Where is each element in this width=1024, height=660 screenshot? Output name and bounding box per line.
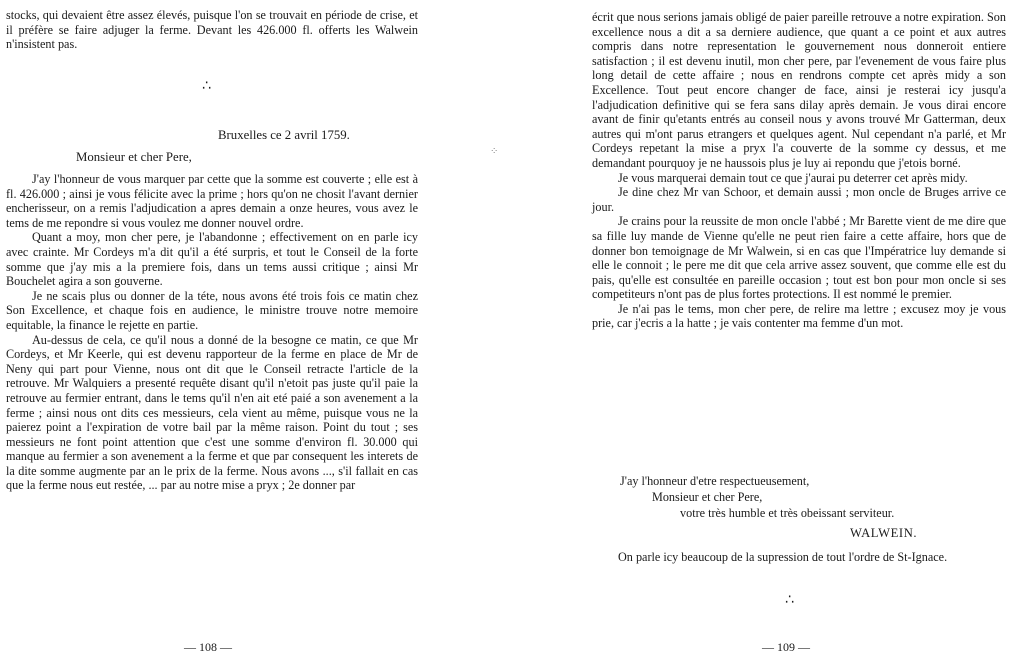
- paragraph: Au-dessus de cela, ce qu'il nous a donné de la besogne ce matin, ce que Mr Cordeys, et Mr Keerle, qui est devenu rapporteur de la ferme en place de Mr de Neny qui part pour Vienne, nous ont dit que le Conseil retracte l'article de la retrouve. Mr Walquiers a presenté requête disant qu'il n'etoit pas juste qu'il paie la retrouve au fermier entrant, dans le tems qu'il n'en ait eté paié a son avenement a la ferme ; ainsi nous ont dits ces messieurs, cela vient au même, puisque vous ne la paierez point a l'expiration de votre bail par la même raison. Point du tout ; ses messieurs ne font point attention que c'est une somme d'environ fl. 30.000 qui manque au fermier a son avenement a la ferme et que par consequent les interets de la dite somme augmente par an le prix de la ferme. Nous avons ..., s'il fallait en cas que la ferme nous eut restée, ... par au notre mise a pryx ; 2e donner par: [6, 332, 418, 493]
- page-number: — 108 —: [184, 640, 232, 654]
- paragraph: écrit que nous serions jamais obligé de paier pareille retrouve a notre expiration. Son excellence nous a dit a sa derniere audience, que quant a ce point et aux autres compris dans notre representation le gouvernement nous donneroit entiere satisfaction ; il est devenu inutil, mon cher pere, par l'evenement de vous faire plus long detail de cette affaire ; nous en rendrons compte cet après midy a son Excellence. Tout peut encore changer de face, ainsi je resterai icy jusqu'a l'adjudication definitive qui se fera sans dilay après demain. Je vous dirai encore avant de finir qu'etants entrés au conseil nous y avons trouvé Mr Gatterman, deux autres qui m'ont parus etrangers et quelques agent. Nul cependant n'a parlé, et Mr Cordeys repetant la mise a pryx l'a couverte de la somme cy dessus, et me demandant pourquoy je ne haussois plus je luy ai repondu que j'etois borné.: [592, 10, 1006, 170]
- paragraph: Quant a moy, mon cher pere, je l'abandonne ; effectivement on en parle icy avec crainte. Mr Cordeys m'a dit qu'il a été surpris, et tout le Conseil de la forte somme que j'ay mis a la premiere fois, dans un tems aussi critique ; ainsi Mr Bouchelet agira a son gouverne.: [6, 230, 418, 289]
- right-letter-body: [592, 10, 1006, 331]
- letter-dateline: Bruxelles ce 2 avril 1759.: [218, 128, 350, 142]
- margin-mark: ⁘: [490, 146, 499, 157]
- closing-line: J'ay l'honneur d'etre respectueusement,: [620, 474, 810, 488]
- signature: WALWEIN.: [850, 526, 918, 540]
- left-top-paragraph: [6, 8, 418, 52]
- right-page: [512, 0, 1024, 660]
- closing-servant: votre très humble et très obeissant serviteur.: [680, 506, 895, 520]
- letter-salutation: Monsieur et cher Pere,: [76, 150, 192, 164]
- paragraph: J'ay l'honneur de vous marquer par cette que la somme est couverte ; elle est à fl. 426.000 ; ainsi je vous félicite avec la prime ; hors qu'on ne chosit l'avant dernier encherisseur, on a remis l'adjudication a apres demain a onze heures, vous avez le tems de me repondre si vous voulez me donner nouvel ordre.: [6, 172, 418, 230]
- section-separator: ∴: [202, 78, 212, 94]
- section-separator: ∴: [785, 592, 795, 608]
- paragraph: Je vous marquerai demain tout ce que j'aurai pu deterrer cet après midy.: [618, 170, 968, 185]
- closing-salutation: Monsieur et cher Pere,: [652, 490, 763, 504]
- page-number: — 109 —: [762, 640, 810, 654]
- paragraph: Je crains pour la reussite de mon oncle l'abbé ; Mr Barette vient de me dire que sa fille luy mande de Vienne qu'elle ne peut rien faire a cette affaire, hors que de donner bon temoignage de Mr Walwein, si en cas que l'Impératrice luy demande si elle le connoit ; le pere me dit que cela arrive assez souvent, que comme elle est du pais, qu'elle est consultée en pareille occasion ; tout est bon pour mon oncle si ses competiteurs n'ont pas de plus fortes protections. Il est nommé le premier.: [592, 214, 1006, 302]
- paragraph: stocks, qui devaient être assez élevés, puisque l'on se trouvait en période de crise, et il préfère se faire adjuger la ferme. Devant les 426.000 fl. offerts les Walwein n'insistent pas.: [6, 8, 418, 52]
- paragraph: Je dine chez Mr van Schoor, et demain aussi ; mon oncle de Bruges arrive ce jour.: [592, 185, 1006, 214]
- postscript: [592, 550, 1006, 565]
- paragraph: Je ne scais plus ou donner de la téte, nous avons été trois fois ce matin chez Son Excellence, et chaque fois en audience, le ministre trouve notre memoire equitable, la finance le rejette en partie.: [6, 288, 418, 332]
- left-letter-body: [6, 172, 418, 493]
- paragraph: On parle icy beaucoup de la supression de tout l'ordre de St-Ignace.: [618, 550, 948, 564]
- paragraph: Je n'ai pas le tems, mon cher pere, de relire ma lettre ; excusez moy je vous prie, car j'ecris a la hatte ; je vais contenter ma femme d'un mot.: [592, 301, 1006, 331]
